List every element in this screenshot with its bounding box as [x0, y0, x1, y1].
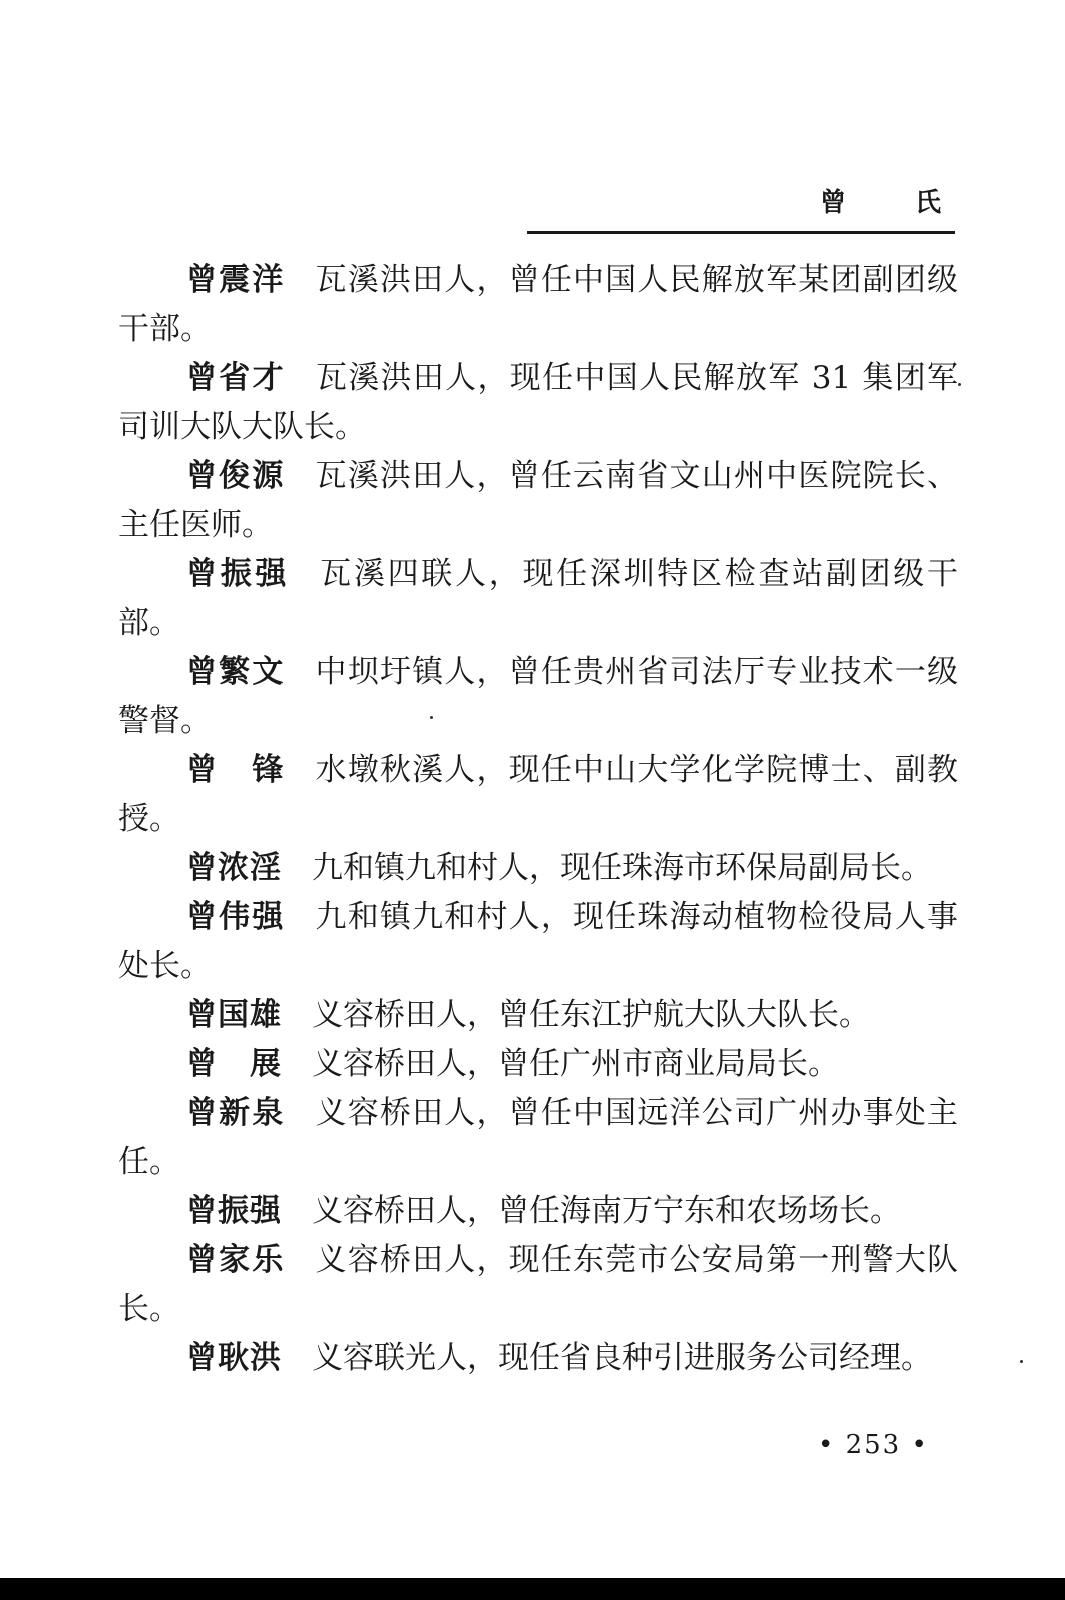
- person-name: 曾震洋: [186, 262, 286, 298]
- biography-entry: [118, 991, 958, 1040]
- person-description: 九和镇九和村人，现任珠海动植物检役局人事处长。: [118, 899, 958, 984]
- biography-entry: [118, 893, 958, 991]
- scan-speck: [430, 716, 433, 719]
- person-name: 曾繁文: [186, 654, 286, 690]
- person-description: 水墩秋溪人，现任中山大学化学院博士、副教授。: [118, 752, 958, 837]
- scan-speck: [1020, 1360, 1023, 1363]
- biography-entry: [118, 648, 958, 746]
- biography-entry: [118, 1089, 958, 1187]
- page-number: • 253 •: [818, 1430, 929, 1460]
- biography-entry: [118, 844, 958, 893]
- person-name: 曾省才: [186, 360, 286, 396]
- biography-entry: [118, 354, 958, 452]
- biography-entry: [118, 1334, 958, 1383]
- person-description: 瓦溪洪田人，曾任云南省文山州中医院院长、主任医师。: [118, 458, 958, 543]
- running-head-title: 曾 氏: [820, 188, 972, 218]
- person-description: 瓦溪洪田人，现任中国人民解放军 31 集团军司训大队大队长。: [118, 360, 959, 445]
- person-description: 义容桥田人，曾任东江护航大队大队长。: [312, 997, 870, 1033]
- person-name: 曾家乐: [186, 1242, 286, 1278]
- biography-entry: [118, 746, 958, 844]
- biography-entry: [118, 452, 958, 550]
- biography-entry: [118, 1040, 958, 1089]
- person-description: 义容桥田人，曾任中国远洋公司广州办事处主任。: [118, 1095, 958, 1180]
- person-name: 曾伟强: [186, 899, 286, 935]
- person-name: 曾浓淫: [186, 850, 282, 886]
- biography-entry: [118, 256, 958, 354]
- person-description: 瓦溪四联人，现任深圳特区检查站副团级干部。: [118, 556, 959, 641]
- person-name: 曾俊源: [186, 458, 286, 494]
- scan-speck: [958, 383, 961, 386]
- scan-bottom-edge: [0, 1578, 1065, 1600]
- person-name: 曾国雄: [186, 997, 282, 1033]
- person-description: 义容桥田人，曾任广州市商业局局长。: [312, 1046, 839, 1082]
- biography-list: [118, 256, 958, 1383]
- person-description: 瓦溪洪田人，曾任中国人民解放军某团副团级干部。: [118, 262, 958, 347]
- biography-entry: [118, 550, 958, 648]
- person-name: 曾振强: [186, 556, 291, 592]
- person-name: 曾 展: [186, 1046, 282, 1082]
- person-name: 曾 锋: [186, 752, 286, 788]
- person-description: 九和镇九和村人，现任珠海市环保局副局长。: [312, 850, 932, 886]
- biography-entry: [118, 1187, 958, 1236]
- person-description: 义容桥田人，现任东莞市公安局第一刑警大队长。: [118, 1242, 958, 1327]
- person-name: 曾振强: [186, 1193, 282, 1229]
- person-description: 义容联光人，现任省良种引进服务公司经理。: [312, 1340, 932, 1376]
- person-name: 曾新泉: [186, 1095, 286, 1131]
- person-description: 中坝圩镇人，曾任贵州省司法厅专业技术一级警督。: [118, 654, 958, 739]
- header-rule: [527, 231, 955, 234]
- person-name: 曾耿洪: [186, 1340, 282, 1376]
- biography-entry: [118, 1236, 958, 1334]
- person-description: 义容桥田人，曾任海南万宁东和农场场长。: [312, 1193, 901, 1229]
